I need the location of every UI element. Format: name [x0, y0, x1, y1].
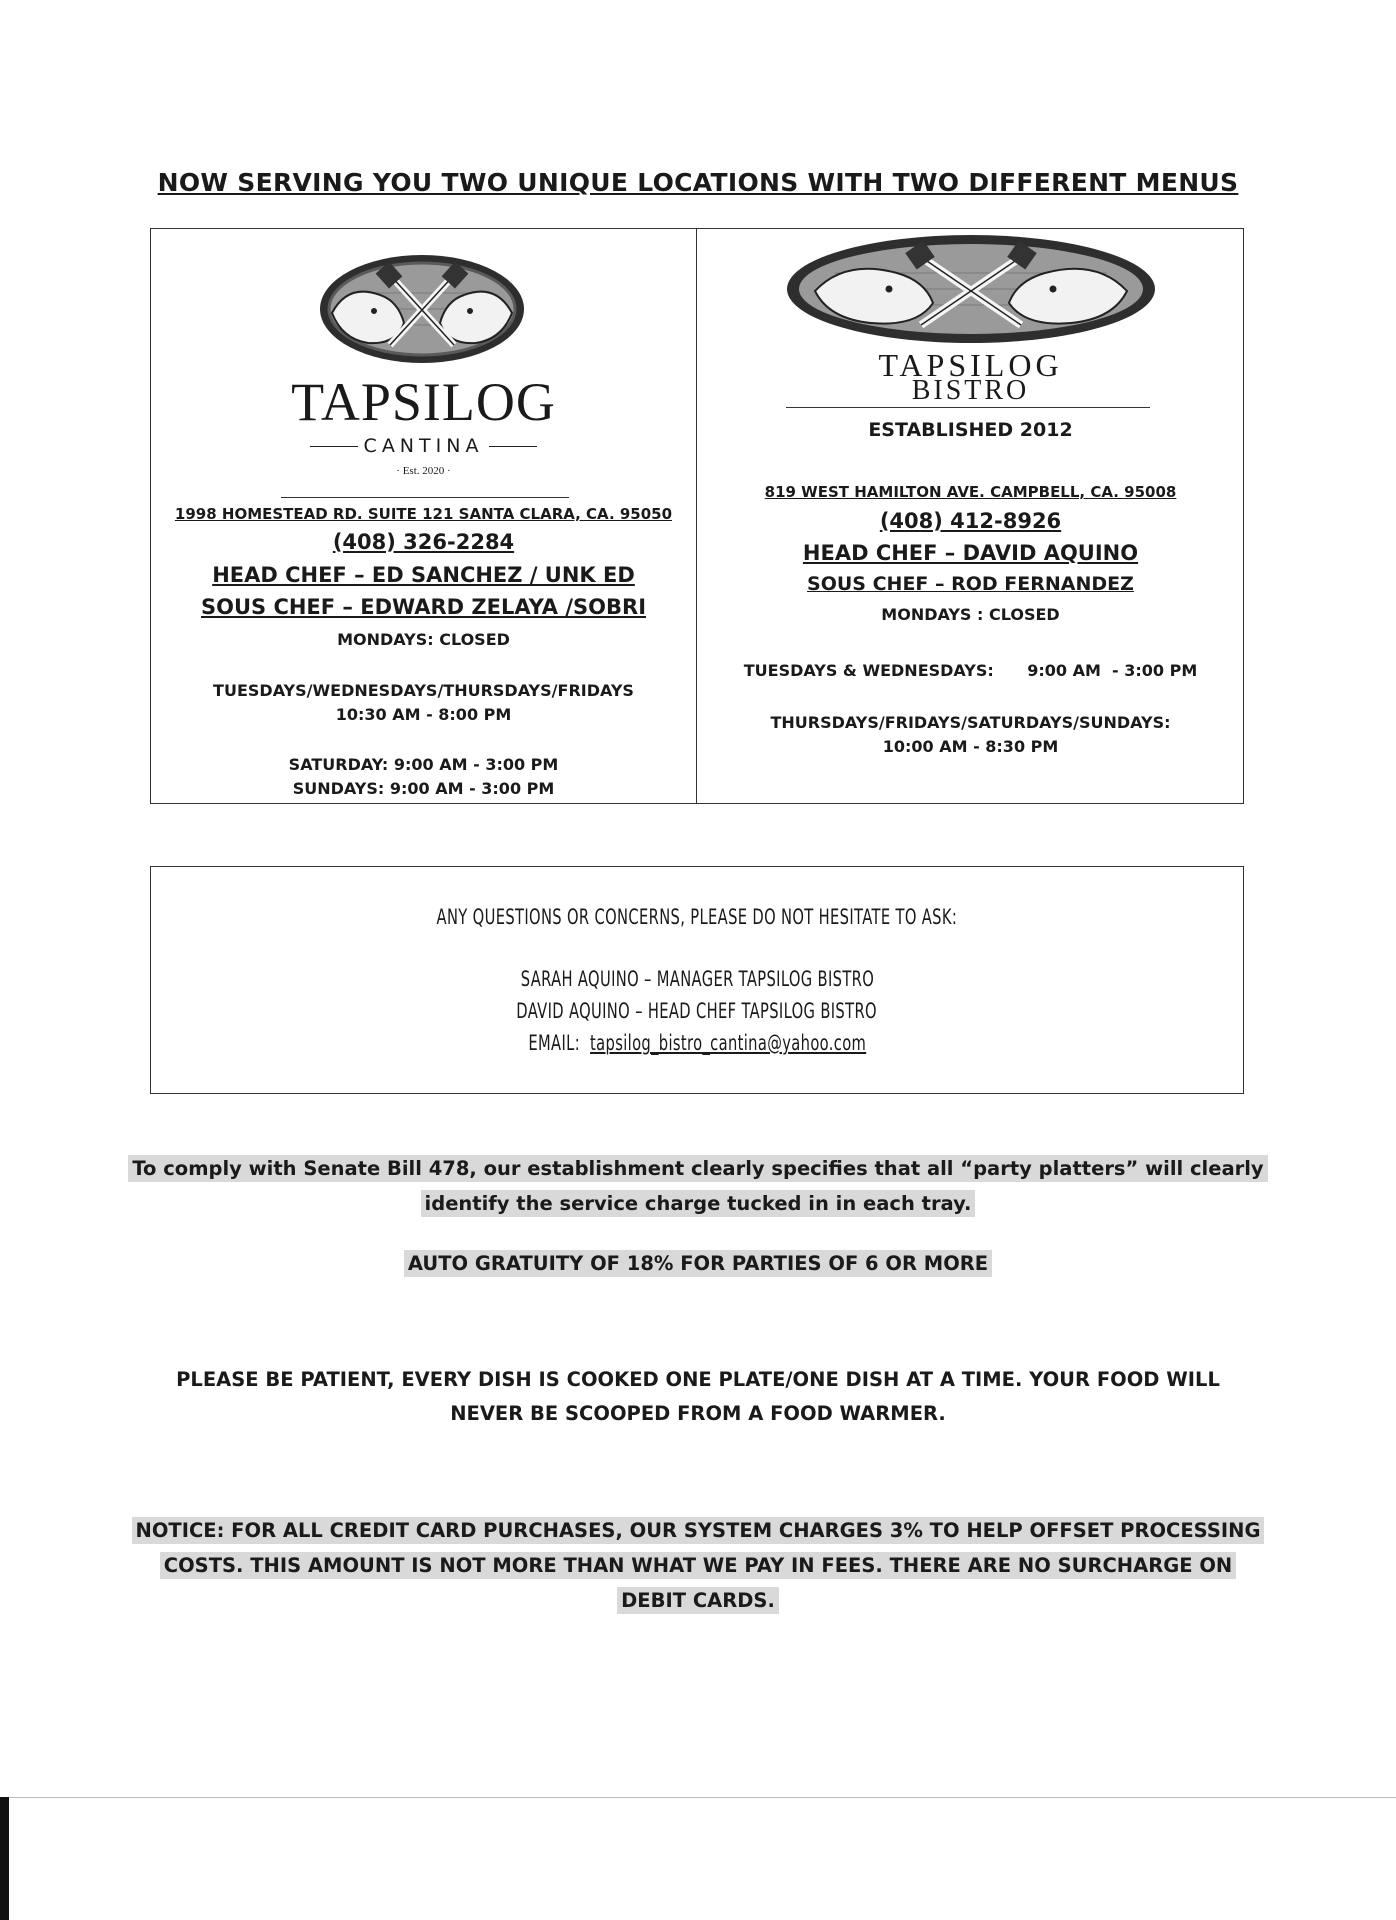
bistro-column [698, 229, 1243, 803]
locations-box [150, 228, 1244, 804]
cantina-rule [281, 497, 569, 498]
cantina-est: · Est. 2020 · [396, 465, 451, 477]
contact-manager-row [151, 967, 1243, 991]
bistro-mondays: MONDAYS : CLOSED [881, 605, 1060, 624]
scan-edge [0, 1797, 9, 1920]
email-link[interactable]: tapsilog_bistro_cantina@yahoo.com [589, 1031, 866, 1055]
cantina-sous-chef: SOUS CHEF – EDWARD ZELAYA /SOBRI [200, 595, 647, 619]
contact-box [150, 866, 1244, 1094]
cantina-mondays: MONDAYS: CLOSED [337, 630, 510, 649]
scan-line [0, 1797, 1396, 1798]
bistro-sous-chef: SOUS CHEF – ROD FERNANDEZ [807, 573, 1134, 595]
bistro-name: TAPSILOG [878, 347, 1063, 383]
contact-intro-row [151, 905, 1243, 929]
cantina-weekday-days: TUESDAYS/WEDNESDAYS/THURSDAYS/FRIDAYS [213, 681, 634, 700]
gratuity-notice-row [0, 1252, 1396, 1275]
bistro-thu-sun-days: THURSDAYS/FRIDAYS/SATURDAYS/SUNDAYS: [770, 713, 1171, 732]
credit-notice-line1-row [0, 1519, 1396, 1542]
patience-notice-line1: PLEASE BE PATIENT, EVERY DISH IS COOKED ONE PLATE/ONE DISH AT A TIME. YOUR FOOD WILL [176, 1368, 1220, 1391]
bistro-logo-icon [785, 233, 1157, 345]
contact-email-group [528, 1031, 866, 1055]
bistro-rule [786, 407, 1150, 408]
contact-manager: SARAH AQUINO – MANAGER TAPSILOG BISTRO [520, 967, 874, 991]
credit-notice-line3-row [0, 1589, 1396, 1612]
credit-notice-line3: DEBIT CARDS. [617, 1587, 779, 1614]
email-label: EMAIL: [528, 1031, 580, 1055]
main-heading: NOW SERVING YOU TWO UNIQUE LOCATIONS WITH TWO DIFFERENT MENUS [157, 168, 1239, 197]
cantina-name: TAPSILOG [291, 372, 556, 432]
cantina-subname-row [151, 435, 696, 457]
senate-notice-line1: To comply with Senate Bill 478, our establishment clearly specifies that all “party platters” will clearly [128, 1155, 1267, 1182]
cantina-phone: (408) 326-2284 [332, 530, 515, 554]
contact-chef-row [151, 999, 1243, 1023]
contact-chef: DAVID AQUINO – HEAD CHEF TAPSILOG BISTRO [516, 999, 878, 1023]
credit-notice-line2-row [0, 1554, 1396, 1577]
patience-notice-line2: NEVER BE SCOOPED FROM A FOOD WARMER. [450, 1402, 946, 1425]
bistro-established: ESTABLISHED 2012 [868, 419, 1073, 441]
bistro-phone: (408) 412-8926 [879, 509, 1062, 533]
cantina-head-chef: HEAD CHEF – ED SANCHEZ / UNK ED [212, 563, 635, 587]
senate-notice-line2: identify the service charge tucked in in each tray. [421, 1190, 976, 1217]
cantina-saturday: SATURDAY: 9:00 AM - 3:00 PM [288, 755, 559, 774]
cantina-address: 1998 HOMESTEAD RD. SUITE 121 SANTA CLARA, CA. 95050 [174, 505, 673, 523]
right-dash [489, 446, 537, 447]
gratuity-notice: AUTO GRATUITY OF 18% FOR PARTIES OF 6 OR MORE [404, 1250, 992, 1277]
cantina-subname: CANTINA [363, 435, 484, 457]
bistro-address: 819 WEST HAMILTON AVE. CAMPBELL, CA. 95008 [764, 483, 1177, 501]
cantina-weekday-hours: 10:30 AM - 8:00 PM [335, 705, 512, 724]
contact-intro: ANY QUESTIONS OR CONCERNS, PLEASE DO NOT HESITATE TO ASK: [436, 905, 958, 929]
credit-notice-line1: NOTICE: FOR ALL CREDIT CARD PURCHASES, OUR SYSTEM CHARGES 3% TO HELP OFFSET PROCESSING [132, 1517, 1265, 1544]
cantina-logo-icon [318, 253, 526, 365]
bistro-tue-wed: TUESDAYS & WEDNESDAYS: 9:00 AM - 3:00 PM [743, 661, 1198, 680]
credit-notice-line2: COSTS. THIS AMOUNT IS NOT MORE THAN WHAT WE PAY IN FEES. THERE ARE NO SURCHARGE ON [160, 1552, 1236, 1579]
senate-notice-line2-row [0, 1192, 1396, 1215]
senate-notice-line1-row [0, 1157, 1396, 1180]
column-divider [696, 229, 697, 803]
bistro-thu-sun-hours: 10:00 AM - 8:30 PM [882, 737, 1059, 756]
bistro-head-chef: HEAD CHEF – DAVID AQUINO [802, 541, 1139, 565]
contact-email-row [151, 1031, 1243, 1055]
cantina-sunday: SUNDAYS: 9:00 AM - 3:00 PM [292, 779, 555, 798]
bistro-subname: BISTRO [911, 375, 1030, 406]
left-dash [310, 446, 358, 447]
cantina-column [151, 229, 696, 803]
